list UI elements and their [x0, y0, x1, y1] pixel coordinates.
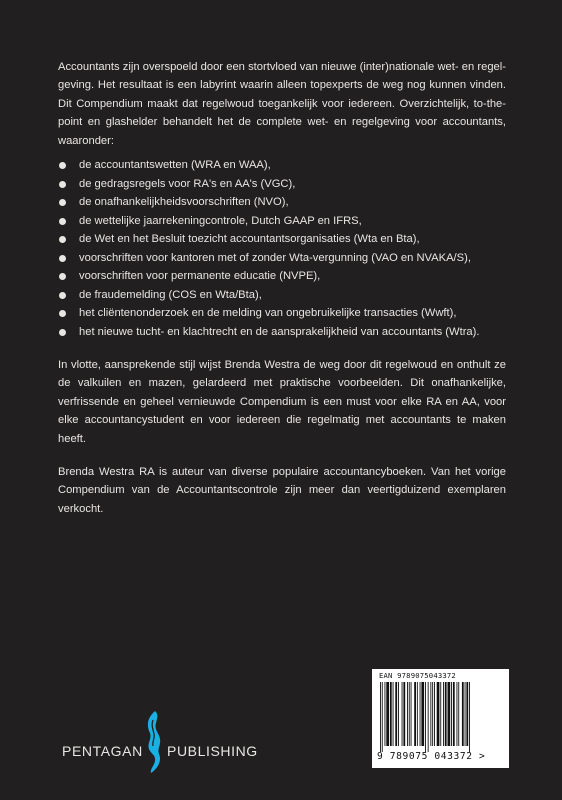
barcode-bar	[425, 682, 426, 752]
ean-label: EAN 9789075043372	[379, 671, 456, 680]
barcode-bar	[465, 682, 466, 746]
barcode-bars	[380, 682, 501, 752]
barcode-bar	[380, 682, 381, 752]
bullet-icon	[59, 199, 66, 206]
publisher-logo	[62, 710, 292, 774]
publisher-name-left: PENTAGAN	[62, 743, 143, 759]
intro-paragraph	[58, 58, 506, 150]
list-item: de onafhankelijkheidsvoorschriften (NVO),	[58, 193, 506, 212]
list-item: de wettelijke jaarrekeningcontrole, Dutch GAAP en IFRS,	[58, 212, 506, 231]
barcode-bar	[469, 682, 470, 752]
list-item: de accountantswetten (WRA en WAA),	[58, 156, 506, 175]
author-line-1: Brenda Westra RA is auteur van diverse populaire accountancyboeken. Van het vorige	[58, 466, 506, 479]
list-item: voorschriften voor kantoren met of zonder Wta-vergunning (VAO en NVAKA/S),	[58, 249, 506, 268]
barcode-bar	[398, 682, 399, 746]
bullet-icon	[59, 162, 66, 169]
list-item: het nieuwe tucht- en klachtrecht en de aansprakelijkheid van accountants (Wtra).	[58, 323, 506, 342]
barcode-bar	[395, 682, 397, 746]
isbn-barcode	[372, 669, 509, 768]
barcode-bar	[411, 682, 412, 746]
barcode-bar	[414, 682, 416, 746]
barcode-bar	[466, 682, 468, 746]
barcode-bar	[432, 682, 433, 746]
style-line-1: In vlotte, aansprekende stijl wijst Brenda Westra de weg door dit regelwoud en onthult	[58, 359, 491, 372]
bullet-icon	[59, 218, 66, 225]
list-item: het cliëntenonderzoek en de melding van ongebruikelijke transacties (Wwft),	[58, 304, 506, 323]
bullet-icon	[59, 236, 66, 243]
barcode-bar	[443, 682, 444, 746]
publisher-name-right: PUBLISHING	[167, 743, 258, 759]
bullet-icon	[59, 310, 66, 317]
list-item: de gedragsregels voor RA's en AA's (VGC),	[58, 175, 506, 194]
bullet-icon	[59, 292, 66, 299]
barcode-bar	[440, 682, 441, 746]
barcode-bar	[453, 682, 455, 746]
barcode-bar	[428, 682, 429, 752]
style-line-3: verfrissende en geheel vernieuwde Compendium is een must voor elke RA en AA, voor elke	[58, 395, 506, 427]
barcode-bar	[448, 682, 451, 746]
barcode-bar	[462, 682, 464, 746]
barcode-bar	[457, 682, 458, 746]
intro-line-4: en glashelder behandelt het de complete wet- en regelgeving voor accountants, waaronder:	[58, 116, 507, 147]
intro-line-3: Dit Compendium maakt dat regelwoud toegankelijk voor iedereen. Overzichtelijk, to-the-point	[58, 97, 506, 129]
barcode-bar	[458, 682, 459, 746]
back-cover-text	[58, 58, 506, 518]
bullet-icon	[59, 273, 66, 280]
barcode-bar	[407, 682, 408, 746]
style-paragraph	[58, 356, 506, 448]
barcode-bar	[386, 682, 389, 746]
barcode-digits: 9 789075 043372 >	[377, 751, 486, 762]
barcode-bar	[390, 682, 392, 746]
flame-feather-icon	[142, 710, 164, 774]
barcode-bar	[382, 682, 383, 752]
style-line-2: ze de valkuilen en mazen, gelardeerd met praktische voorbeelden. Dit onafhankelijke,	[58, 359, 506, 390]
list-item: voorschriften voor permanente educatie (NVPE),	[58, 267, 506, 286]
barcode-bar	[393, 682, 394, 746]
intro-line-1: Accountants zijn overspoeld door een stortvloed van nieuwe (inter)nationale wet- en regel-	[58, 61, 506, 73]
style-line-4: accountancystudent en voor iedereen die regelmatig met accountants te maken heeft.	[58, 414, 507, 445]
author-line-2: Compendium van de Accountantscontrole zijn meer dan veertigduizend exemplaren verkocht.	[58, 484, 506, 515]
barcode-bar	[417, 682, 418, 746]
barcode-bar	[451, 682, 452, 746]
list-item: de fraudemelding (COS en Wta/Bta),	[58, 286, 506, 305]
barcode-bar	[421, 682, 424, 746]
intro-line-2: geving. Het resultaat is een labyrint waarin alleen topexperts de weg nog kunnen vinden.	[58, 79, 506, 92]
barcode-bar	[402, 682, 403, 746]
bullet-icon	[59, 255, 66, 262]
regulation-list	[58, 156, 506, 341]
author-paragraph	[58, 463, 506, 518]
barcode-bar	[434, 682, 435, 746]
barcode-bar	[430, 682, 431, 746]
bullet-icon	[59, 329, 66, 336]
barcode-bar	[385, 682, 386, 746]
bullet-icon	[59, 181, 66, 188]
barcode-bar	[403, 682, 405, 746]
barcode-bar	[445, 682, 447, 746]
barcode-bar	[420, 682, 421, 746]
barcode-bar	[409, 682, 410, 746]
list-item: de Wet en het Besluit toezicht accountantsorganisaties (Wta en Bta),	[58, 230, 506, 249]
barcode-bar	[437, 682, 440, 746]
